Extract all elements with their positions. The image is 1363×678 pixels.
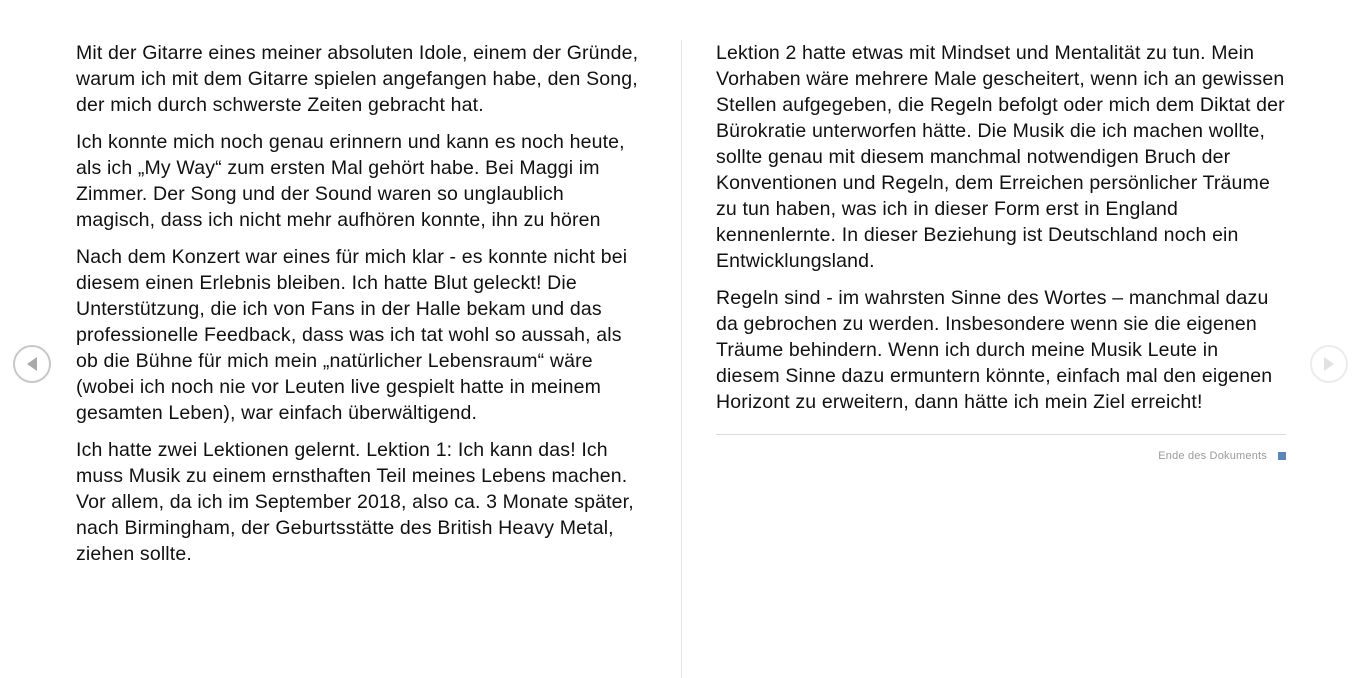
end-of-document-label: Ende des Dokuments [1158,450,1267,462]
left-paragraph-4: Ich hatte zwei Lektionen gelernt. Lektion 1: Ich kann das! Ich muss Musik zu einem ernsthaften Teil meines Lebens machen. Vor allem, da ich im September 2018, also ca. 3 Monate später, nach Birmingham, der Geburtsstätte des British Heavy Metal, ziehen sollte. [76,439,634,565]
left-paragraph-3: Nach dem Konzert war eines für mich klar - es konnte nicht bei diesem einen Erlebnis bleiben. Ich hatte Blut geleckt! Die Unterstützung, die ich von Fans in der Halle bekam und das professionelle Feedback, dass was ich tat wohl so aussah, als ob die Bühne für mich mein „natürlicher Lebensraum“ wäre (wobei ich noch nie vor Leuten live gespielt hatte in meinem gesamten Leben), war einfach überwältigend. [76,246,628,424]
arrow-right-icon [1322,356,1336,372]
next-page-button[interactable] [1310,345,1348,383]
left-paragraph-1: Mit der Gitarre eines meiner absoluten Idole, einem der Gründe, warum ich mit dem Gitarre spielen angefangen habe, den Song, der mich durch schwerste Zeiten gebracht hat. [76,42,639,116]
previous-page-button[interactable] [13,345,51,383]
right-paragraph-2: Regeln sind - im wahrsten Sinne des Wortes – manchmal dazu da gebrochen zu werden. Insbesondere wenn sie die eigenen Träume behindern. Wenn ich durch meine Musik Leute in diesem Sinne dazu ermuntern könnte, einfach mal den eigenen Horizont zu erweitern, dann hätte ich mein Ziel erreicht! [716,287,1273,413]
right-paragraph-1: Lektion 2 hatte etwas mit Mindset und Mentalität zu tun. Mein Vorhaben wäre mehrere Male gescheitert, wenn ich an gewissen Stellen aufgegeben, die Regeln befolgt oder mich dem Diktat der Bürokratie unterworfen hätte. Die Musik die ich machen wollte, sollte genau mit diesem manchmal notwendigen Bruch der Konventionen und Regeln, dem Erreichen persönlicher Träume zu tun haben, was ich in dieser Form erst in England kennenlernte. In dieser Beziehung ist Deutschland noch ein Entwicklungsland. [716,42,1285,272]
arrow-left-icon [25,356,39,372]
end-of-document-rule [716,434,1286,435]
arrow-right-icon-shape [1324,357,1334,371]
arrow-left-icon-shape [27,357,37,371]
end-of-document-square-icon [1278,452,1286,460]
end-of-document-marker [716,449,1286,463]
page-gutter-divider [681,40,682,678]
left-paragraph-2: Ich konnte mich noch genau erinnern und kann es noch heute, als ich „My Way“ zum ersten Mal gehört habe. Bei Maggi im Zimmer. Der Song und der Sound waren so unglaublich magisch, dass ich nicht mehr aufhören konnte, ihn zu hören [76,131,625,231]
right-page [716,40,1286,463]
left-page [76,40,646,578]
